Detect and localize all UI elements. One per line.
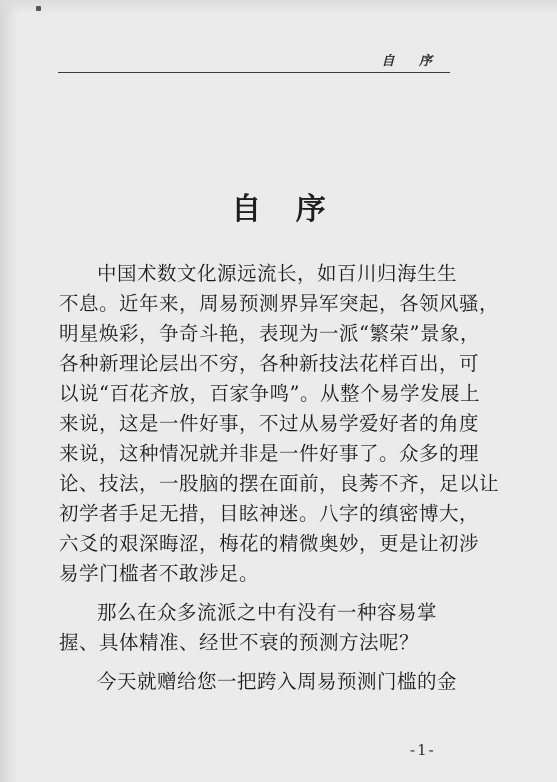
page-number: -1- bbox=[410, 741, 436, 759]
running-header bbox=[58, 50, 450, 73]
paragraph-3-line-1: 今天就赠给您一把跨入周易预测门槛的金 bbox=[97, 670, 458, 693]
scan-shadow-left bbox=[0, 0, 18, 782]
section-title: 自 序 bbox=[231, 192, 338, 227]
paragraph-1-line-10: 六爻的艰深晦涩，梅花的精微奥妙，更是让初涉 bbox=[59, 532, 480, 555]
paragraph-1-line-6: 来说，这是一件好事，不过从易学爱好者的角度 bbox=[59, 412, 480, 435]
scan-speck bbox=[36, 6, 41, 11]
paragraph-1-line-2: 不息。近年来，周易预测界异军突起，各领风骚， bbox=[59, 292, 500, 315]
paragraph-1-line-3: 明星焕彩，争奇斗艳，表现为一派“繁荣”景象， bbox=[59, 322, 480, 345]
paragraph-2-line-2: 握、具体精准、经世不衰的预测方法呢？ bbox=[59, 631, 420, 654]
paragraph-1-line-4: 各种新理论层出不穷，各种新技法花样百出，可 bbox=[59, 352, 480, 375]
paragraph-1-line-7: 来说，这种情况就并非是一件好事了。众多的理 bbox=[59, 442, 480, 465]
scan-shadow-top bbox=[0, 0, 557, 14]
paragraph-1-line-1: 中国术数文化源远流长，如百川归海生生 bbox=[97, 262, 458, 285]
paragraph-1-line-11: 易学门槛者不敢涉足。 bbox=[59, 562, 260, 585]
paragraph-1-line-5: 以说“百花齐放，百家争鸣”。从整个易学发展上 bbox=[59, 382, 480, 405]
running-header-text: 自 序 bbox=[381, 54, 442, 69]
paragraph-1-line-8: 论、技法，一股脑的摆在面前，良莠不齐，足以让 bbox=[59, 472, 500, 495]
paragraph-2-line-1: 那么在众多流派之中有没有一种容易掌 bbox=[97, 601, 438, 624]
paragraph-1-line-9: 初学者手足无措，目眩神迷。八字的缜密博大， bbox=[59, 502, 480, 525]
